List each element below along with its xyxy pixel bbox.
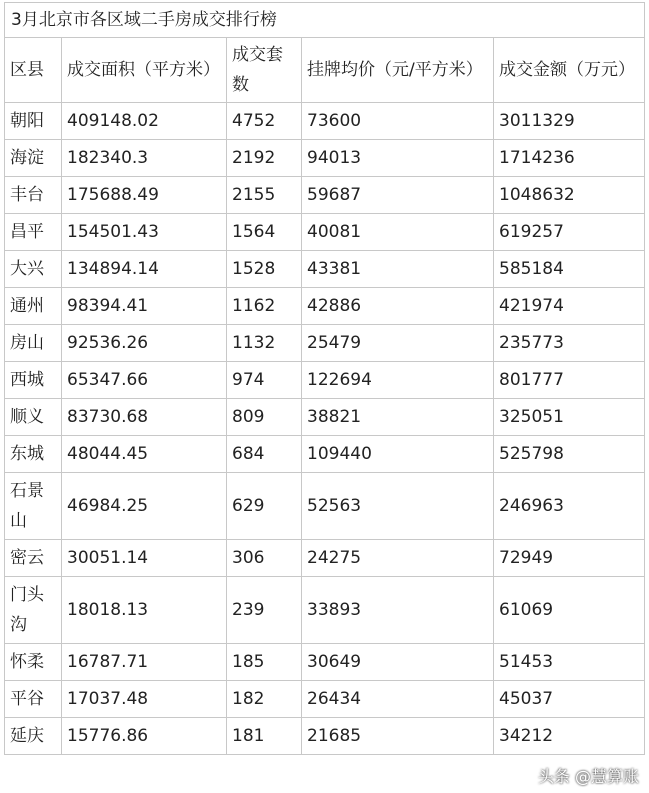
table-row — [5, 577, 645, 644]
cell-amount: 421974 — [494, 288, 645, 325]
cell-district: 海淀 — [5, 140, 62, 177]
cell-avg-price: 94013 — [302, 140, 494, 177]
table-row — [5, 718, 645, 755]
table-row — [5, 325, 645, 362]
cell-avg-price: 26434 — [302, 681, 494, 718]
header-area: 成交面积（平方米） — [62, 38, 227, 103]
cell-area: 65347.66 — [62, 362, 227, 399]
cell-units: 809 — [227, 399, 302, 436]
cell-units: 1132 — [227, 325, 302, 362]
cell-area: 92536.26 — [62, 325, 227, 362]
cell-area: 15776.86 — [62, 718, 227, 755]
header-district: 区县 — [5, 38, 62, 103]
cell-district: 密云 — [5, 540, 62, 577]
table-row — [5, 473, 645, 540]
table-row — [5, 681, 645, 718]
cell-avg-price: 122694 — [302, 362, 494, 399]
cell-amount: 585184 — [494, 251, 645, 288]
table-row — [5, 214, 645, 251]
table-header-row — [5, 38, 645, 103]
cell-area: 175688.49 — [62, 177, 227, 214]
cell-units: 2192 — [227, 140, 302, 177]
cell-district: 朝阳 — [5, 103, 62, 140]
table-row — [5, 177, 645, 214]
cell-area: 17037.48 — [62, 681, 227, 718]
document-page — [4, 2, 644, 755]
cell-district: 顺义 — [5, 399, 62, 436]
cell-area: 46984.25 — [62, 473, 227, 540]
header-avg-price: 挂牌均价（元/平方米） — [302, 38, 494, 103]
cell-area: 16787.71 — [62, 644, 227, 681]
watermark-text: 头条 @慧算账 — [537, 767, 639, 786]
ranking-table — [4, 2, 645, 755]
cell-units: 4752 — [227, 103, 302, 140]
cell-area: 48044.45 — [62, 436, 227, 473]
cell-amount: 246963 — [494, 473, 645, 540]
cell-amount: 3011329 — [494, 103, 645, 140]
cell-area: 30051.14 — [62, 540, 227, 577]
cell-units: 1564 — [227, 214, 302, 251]
cell-district: 怀柔 — [5, 644, 62, 681]
cell-area: 83730.68 — [62, 399, 227, 436]
cell-avg-price: 59687 — [302, 177, 494, 214]
cell-amount: 525798 — [494, 436, 645, 473]
table-row — [5, 140, 645, 177]
table-row — [5, 540, 645, 577]
cell-units: 239 — [227, 577, 302, 644]
cell-amount: 61069 — [494, 577, 645, 644]
cell-district: 房山 — [5, 325, 62, 362]
cell-district: 西城 — [5, 362, 62, 399]
cell-district: 大兴 — [5, 251, 62, 288]
table-row — [5, 644, 645, 681]
table-title: 3月北京市各区域二手房成交排行榜 — [5, 3, 645, 38]
cell-avg-price: 43381 — [302, 251, 494, 288]
cell-district: 东城 — [5, 436, 62, 473]
table-row — [5, 436, 645, 473]
cell-district: 门头沟 — [5, 577, 62, 644]
cell-amount: 51453 — [494, 644, 645, 681]
table-row — [5, 251, 645, 288]
header-units: 成交套数 — [227, 38, 302, 103]
cell-district: 丰台 — [5, 177, 62, 214]
cell-avg-price: 73600 — [302, 103, 494, 140]
cell-district: 延庆 — [5, 718, 62, 755]
table-row — [5, 399, 645, 436]
cell-units: 2155 — [227, 177, 302, 214]
table-row — [5, 103, 645, 140]
cell-amount: 34212 — [494, 718, 645, 755]
cell-amount: 619257 — [494, 214, 645, 251]
cell-amount: 325051 — [494, 399, 645, 436]
cell-avg-price: 40081 — [302, 214, 494, 251]
cell-avg-price: 42886 — [302, 288, 494, 325]
cell-units: 974 — [227, 362, 302, 399]
cell-area: 98394.41 — [62, 288, 227, 325]
cell-amount: 235773 — [494, 325, 645, 362]
cell-avg-price: 25479 — [302, 325, 494, 362]
cell-amount: 801777 — [494, 362, 645, 399]
cell-units: 1162 — [227, 288, 302, 325]
cell-avg-price: 21685 — [302, 718, 494, 755]
cell-units: 1528 — [227, 251, 302, 288]
cell-avg-price: 109440 — [302, 436, 494, 473]
cell-amount: 45037 — [494, 681, 645, 718]
cell-units: 629 — [227, 473, 302, 540]
table-row — [5, 288, 645, 325]
cell-units: 306 — [227, 540, 302, 577]
cell-avg-price: 38821 — [302, 399, 494, 436]
cell-units: 182 — [227, 681, 302, 718]
cell-units: 684 — [227, 436, 302, 473]
cell-area: 154501.43 — [62, 214, 227, 251]
cell-district: 通州 — [5, 288, 62, 325]
cell-area: 18018.13 — [62, 577, 227, 644]
cell-area: 134894.14 — [62, 251, 227, 288]
cell-units: 181 — [227, 718, 302, 755]
header-amount: 成交金额（万元） — [494, 38, 645, 103]
cell-avg-price: 52563 — [302, 473, 494, 540]
cell-amount: 1048632 — [494, 177, 645, 214]
cell-amount: 1714236 — [494, 140, 645, 177]
cell-avg-price: 33893 — [302, 577, 494, 644]
cell-amount: 72949 — [494, 540, 645, 577]
cell-district: 石景山 — [5, 473, 62, 540]
cell-district: 昌平 — [5, 214, 62, 251]
cell-area: 182340.3 — [62, 140, 227, 177]
table-body — [5, 103, 645, 755]
cell-district: 平谷 — [5, 681, 62, 718]
cell-avg-price: 24275 — [302, 540, 494, 577]
cell-avg-price: 30649 — [302, 644, 494, 681]
cell-area: 409148.02 — [62, 103, 227, 140]
cell-units: 185 — [227, 644, 302, 681]
table-row — [5, 362, 645, 399]
